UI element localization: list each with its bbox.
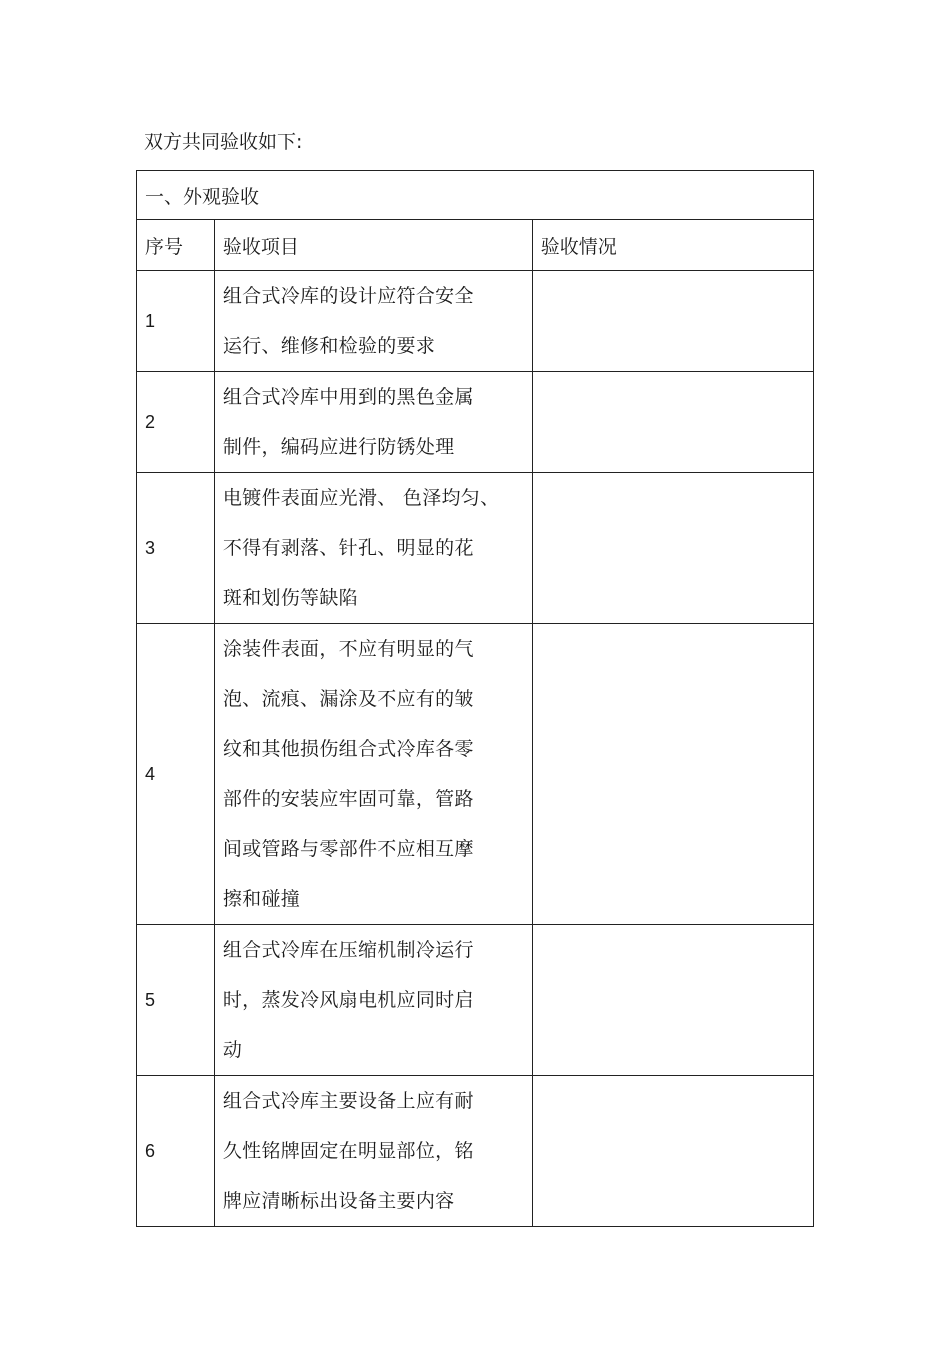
item-line: 久性铭牌固定在明显部位，铭 bbox=[222, 1140, 474, 1162]
table-header-row bbox=[137, 220, 814, 271]
section-title: 一、外观验收 bbox=[137, 171, 814, 220]
table-row bbox=[137, 372, 814, 473]
item-line: 擦和碰撞 bbox=[222, 888, 301, 910]
item-description bbox=[214, 473, 532, 624]
item-description bbox=[214, 624, 532, 925]
item-line: 不得有剥落、针孔、明显的花 bbox=[222, 537, 474, 559]
item-line: 组合式冷库中用到的黑色金属 bbox=[222, 386, 474, 408]
item-line: 斑和划伤等缺陷 bbox=[222, 587, 358, 609]
item-line: 涂装件表面，不应有明显的气 bbox=[222, 638, 474, 660]
item-line: 制件，编码应进行防锈处理 bbox=[222, 436, 455, 458]
header-no: 序号 bbox=[137, 220, 215, 271]
table-row bbox=[137, 1076, 814, 1227]
status-cell[interactable] bbox=[532, 271, 813, 372]
acceptance-table bbox=[136, 170, 814, 1227]
table-row bbox=[137, 271, 814, 372]
item-description bbox=[214, 271, 532, 372]
status-cell[interactable] bbox=[532, 473, 813, 624]
item-line: 电镀件表面应光滑、 色泽均匀、 bbox=[222, 487, 500, 509]
row-number: 5 bbox=[137, 925, 215, 1076]
item-line: 泡、流痕、漏涂及不应有的皱 bbox=[222, 688, 474, 710]
intro-text: 双方共同验收如下: bbox=[144, 131, 303, 153]
item-line: 时，蒸发冷风扇电机应同时启 bbox=[222, 989, 474, 1011]
item-description bbox=[214, 1076, 532, 1227]
item-line: 部件的安装应牢固可靠，管路 bbox=[222, 788, 474, 810]
row-number: 1 bbox=[137, 271, 215, 372]
header-status: 验收情况 bbox=[532, 220, 813, 271]
row-number: 3 bbox=[137, 473, 215, 624]
section-title-row bbox=[137, 171, 814, 220]
status-cell[interactable] bbox=[532, 372, 813, 473]
item-line: 组合式冷库的设计应符合安全 bbox=[222, 285, 474, 307]
row-number: 6 bbox=[137, 1076, 215, 1227]
item-description bbox=[214, 372, 532, 473]
item-line: 运行、维修和检验的要求 bbox=[222, 335, 436, 357]
row-number: 4 bbox=[137, 624, 215, 925]
item-description bbox=[214, 925, 532, 1076]
status-cell[interactable] bbox=[532, 1076, 813, 1227]
row-number: 2 bbox=[137, 372, 215, 473]
item-line: 间或管路与零部件不应相互摩 bbox=[222, 838, 474, 860]
table-row bbox=[137, 925, 814, 1076]
item-line: 纹和其他损伤组合式冷库各零 bbox=[222, 738, 474, 760]
item-line: 组合式冷库在压缩机制冷运行 bbox=[222, 939, 474, 961]
table-row bbox=[137, 624, 814, 925]
table-row bbox=[137, 473, 814, 624]
item-line: 牌应清晰标出设备主要内容 bbox=[222, 1190, 455, 1212]
status-cell[interactable] bbox=[532, 925, 813, 1076]
status-cell[interactable] bbox=[532, 624, 813, 925]
header-item: 验收项目 bbox=[214, 220, 532, 271]
item-line: 动 bbox=[222, 1039, 243, 1061]
item-line: 组合式冷库主要设备上应有耐 bbox=[222, 1090, 474, 1112]
